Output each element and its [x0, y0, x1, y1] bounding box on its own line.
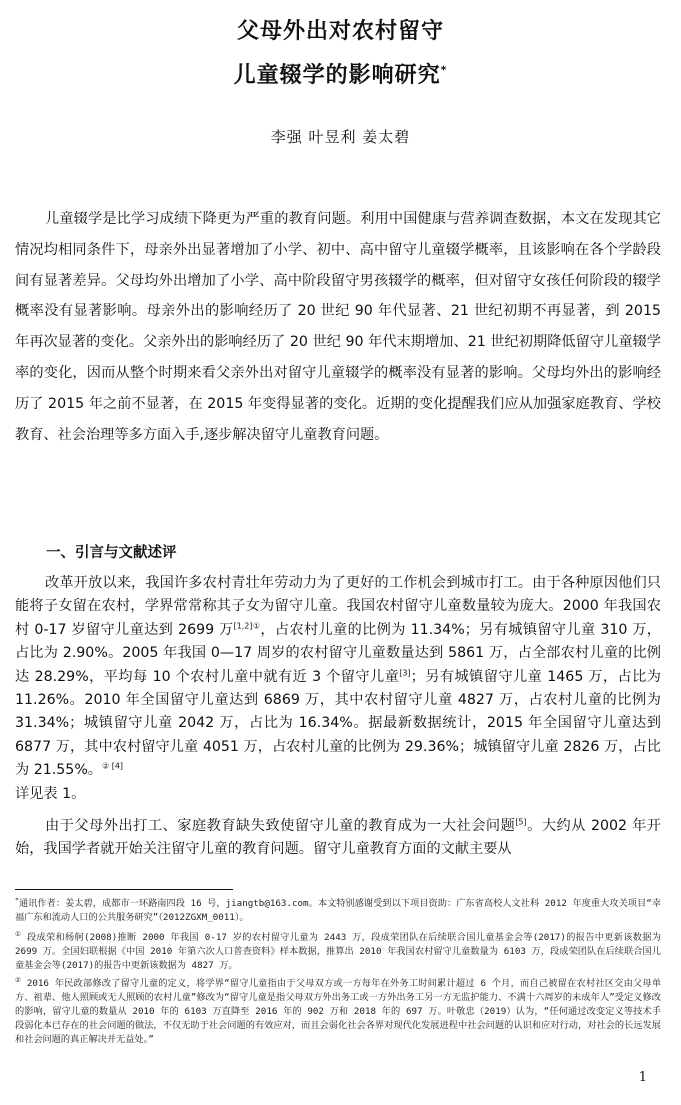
page-number: 1: [638, 1070, 647, 1085]
body-p1-part-b: ，占农村儿童的比例为 11.34%；另有城镇留守儿童 310 万，占比为 2.90%。2005 年我国 0—17 周岁的农村留守儿童数量达到 5861 万，占全部农村儿童的比例达 28.29%，平均每 10 个农村儿童中就有近 3 个留守儿童: [15, 621, 661, 685]
body-paragraph-2: [15, 815, 661, 862]
title-footnote-mark: *: [440, 63, 448, 77]
citation-1-2: [1,2]①: [233, 621, 261, 631]
footnote-2: [15, 977, 661, 1047]
footnote-divider: [15, 889, 233, 890]
citation-5: [5]: [515, 817, 527, 827]
footnote-3-text: 2016 年民政部修改了留守儿童的定义，将学界“留守儿童指由于父母双方或一方每年在外务工时间累计超过 6 个月，而自己被留在农村社区交由父母单方、祖辈、他人照顾或无人照顾的农村儿童”修改为“留守儿童是指父母双方外出务工或一方外出务工另一方无监护能力、不满十六周岁的未成年人”受定义修改的影响，留守儿童的数量从 2010 年的 6103 万直降至 2016 年的 902 万和 2018 年的 697 万。叶敬忠（2019）认为，“任何通过改变定义等技术手段弱化本已存在的社会问题的做法，不仅无助于社会问题的有效应对，而且会弱化社会各界对现代化发展进程中社会问题的认识和应对行动，对社会的长远发展和社会问题的真正解决并无益处。”: [15, 978, 662, 1045]
authors: 李强 叶昱利 姜太碧: [270, 128, 411, 146]
footnote-2-mark: ①: [15, 929, 22, 938]
footnote-3-mark: ②: [15, 975, 22, 984]
footnote-1-mark: *: [15, 895, 19, 904]
body-paragraph-1: [15, 572, 661, 806]
title-line-1: 父母外出对农村留守: [236, 19, 444, 44]
footnote-1-text: 通讯作者：姜太碧，成都市一环路南四段 16 号，jiangtb@163.com。本文特别感谢受到以下项目资助：广东省高校人文社科 2012 年度重大攻关项目“幸福广东和流动人口的公共服务研究”（2012ZGXM_0011）。: [15, 898, 661, 923]
citation-3: [3]: [399, 667, 411, 677]
body-p1-part-c: ；另有城镇留守儿童 1465 万，占比为 11.26%。2010 年全国留守儿童达到 6869 万，其中农村留守儿童 4827 万，占农村儿童的比例为 31.34%；城镇留守儿童 2042 万，占比为 16.34%。据最新数据统计，2015 年全国留守儿童达到 6877 万，其中农村留守儿童 4051 万，占农村儿童的比例为 29.36%；城镇留守儿童 2826 万，占比为 21.55%。: [15, 668, 661, 779]
body-p2-part-a: 由于父母外出打工、家庭教育缺失致使留守儿童的教育成为一大社会问题: [45, 818, 516, 834]
title-line-2-text: 儿童辍学的影响研究: [233, 63, 441, 88]
body-p1-part-a: 改革开放以来，我国许多农村青壮年劳动力为了更好的工作机会到城市打工。由于各种原因他们只能将子女留在农村，学界常常称其子女为留守儿童。我国农村留守儿童数量较为庞大。2000 年我国农村 0-17 岁留守儿童达到 2699 万: [15, 575, 661, 638]
body-p1-part-d: 详见表 1。: [15, 785, 86, 802]
footnote-2-text: 段成荣和杨舸(2008)推断 2000 年我国 0-17 岁的农村留守儿童为 2443 万，段成荣团队在后续联合国儿童基金会等(2017)的报告中更新该数据为 2699 万。全国妇联根据《中国 2010 年第六次人口普查资料》样本数据，推算出 2010 年我国农村留守儿童数量为 6103 万，段成荣团队在后续联合国儿童基金会等(2017)的报告中更新该数据为 4827 万。: [15, 932, 661, 971]
body-p2-part-b: 。大约从 2002 年开始，我国学者就开始关注留守儿童的教育问题。留守儿童教育方面的文献主要从: [15, 818, 661, 858]
citation-4: ② [4]: [101, 761, 124, 771]
abstract: 儿童辍学是比学习成绩下降更为严重的教育问题。利用中国健康与营养调查数据，本文在发现其它情况均相同条件下，母亲外出显著增加了小学、初中、高中留守儿童辍学概率，且该影响在各个学龄段间有显著差异。父母均外出增加了小学、高中阶段留守男孩辍学的概率，但对留守女孩任何阶段的辍学概率没有显著影响。母亲外出的影响经历了 20 世纪 90 年代显著、21 世纪初期不再显著，到 2015 年再次显著的变化。父亲外出的影响经历了 20 世纪 90 年代末期增加、21 世纪初期降低留守儿童辍学率的变化，因而从整个时期来看父亲外出对留守儿童辍学的概率没有显著的影响。父母均外出的影响经历了 2015 年之前不显著，在 2015 年变得显著的变化。近期的变化提醒我们应从加强家庭教育、学校教育、社会治理等多方面入手,逐步解决留守儿童教育问题。: [15, 211, 661, 443]
title-line-2: [0, 58, 681, 89]
footnote-1: [15, 931, 661, 973]
section-heading: 一、引言与文献述评: [46, 545, 177, 561]
footnote-corresponding-author: [15, 897, 661, 925]
